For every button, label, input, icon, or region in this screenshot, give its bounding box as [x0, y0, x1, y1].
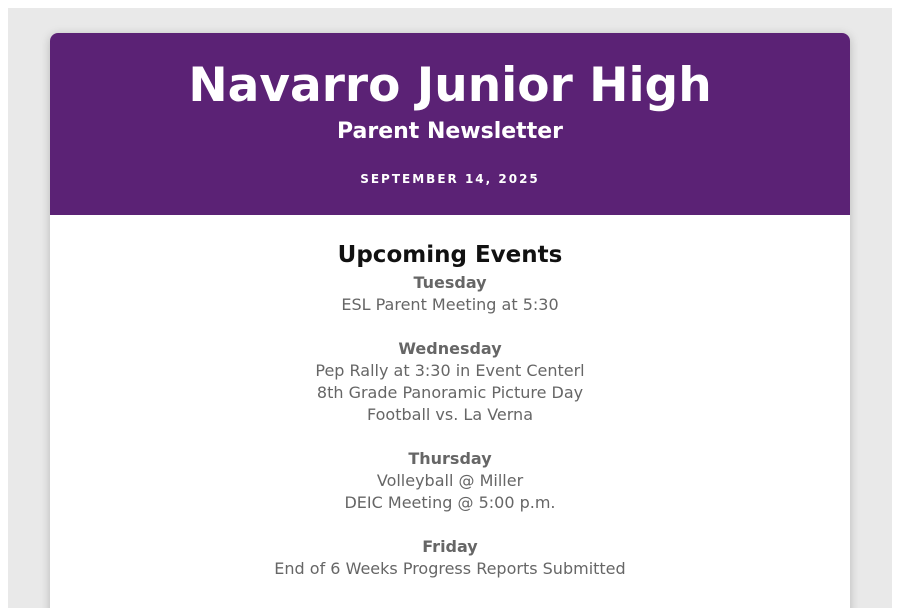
day-name: Wednesday	[398, 339, 502, 358]
upcoming-events-title: Upcoming Events	[337, 242, 563, 268]
event-item: DEIC Meeting @ 5:00 p.m.	[344, 493, 556, 512]
event-item: Football vs. La Verna	[367, 405, 533, 424]
newsletter-date: SEPTEMBER 14, 2025	[360, 172, 540, 186]
newsletter-card	[50, 33, 850, 608]
event-item: 8th Grade Panoramic Picture Day	[316, 383, 584, 402]
school-name: Navarro Junior High	[188, 58, 712, 113]
events-list	[50, 272, 850, 580]
day-group-wednesday	[50, 338, 850, 426]
newsletter-content	[50, 215, 850, 580]
event-item: End of 6 Weeks Progress Reports Submitted	[274, 559, 626, 578]
day-group-thursday	[50, 448, 850, 514]
day-group-tuesday	[50, 272, 850, 316]
day-name: Thursday	[408, 449, 492, 468]
event-item: Pep Rally at 3:30 in Event Centerl	[315, 361, 585, 380]
day-name: Friday	[422, 537, 478, 556]
event-item: ESL Parent Meeting at 5:30	[341, 295, 559, 314]
newsletter-subtitle: Parent Newsletter	[336, 119, 563, 144]
day-group-friday	[50, 536, 850, 580]
page-background	[8, 8, 892, 608]
event-item: Volleyball @ Miller	[376, 471, 524, 490]
day-name: Tuesday	[413, 273, 487, 292]
newsletter-header	[50, 33, 850, 215]
